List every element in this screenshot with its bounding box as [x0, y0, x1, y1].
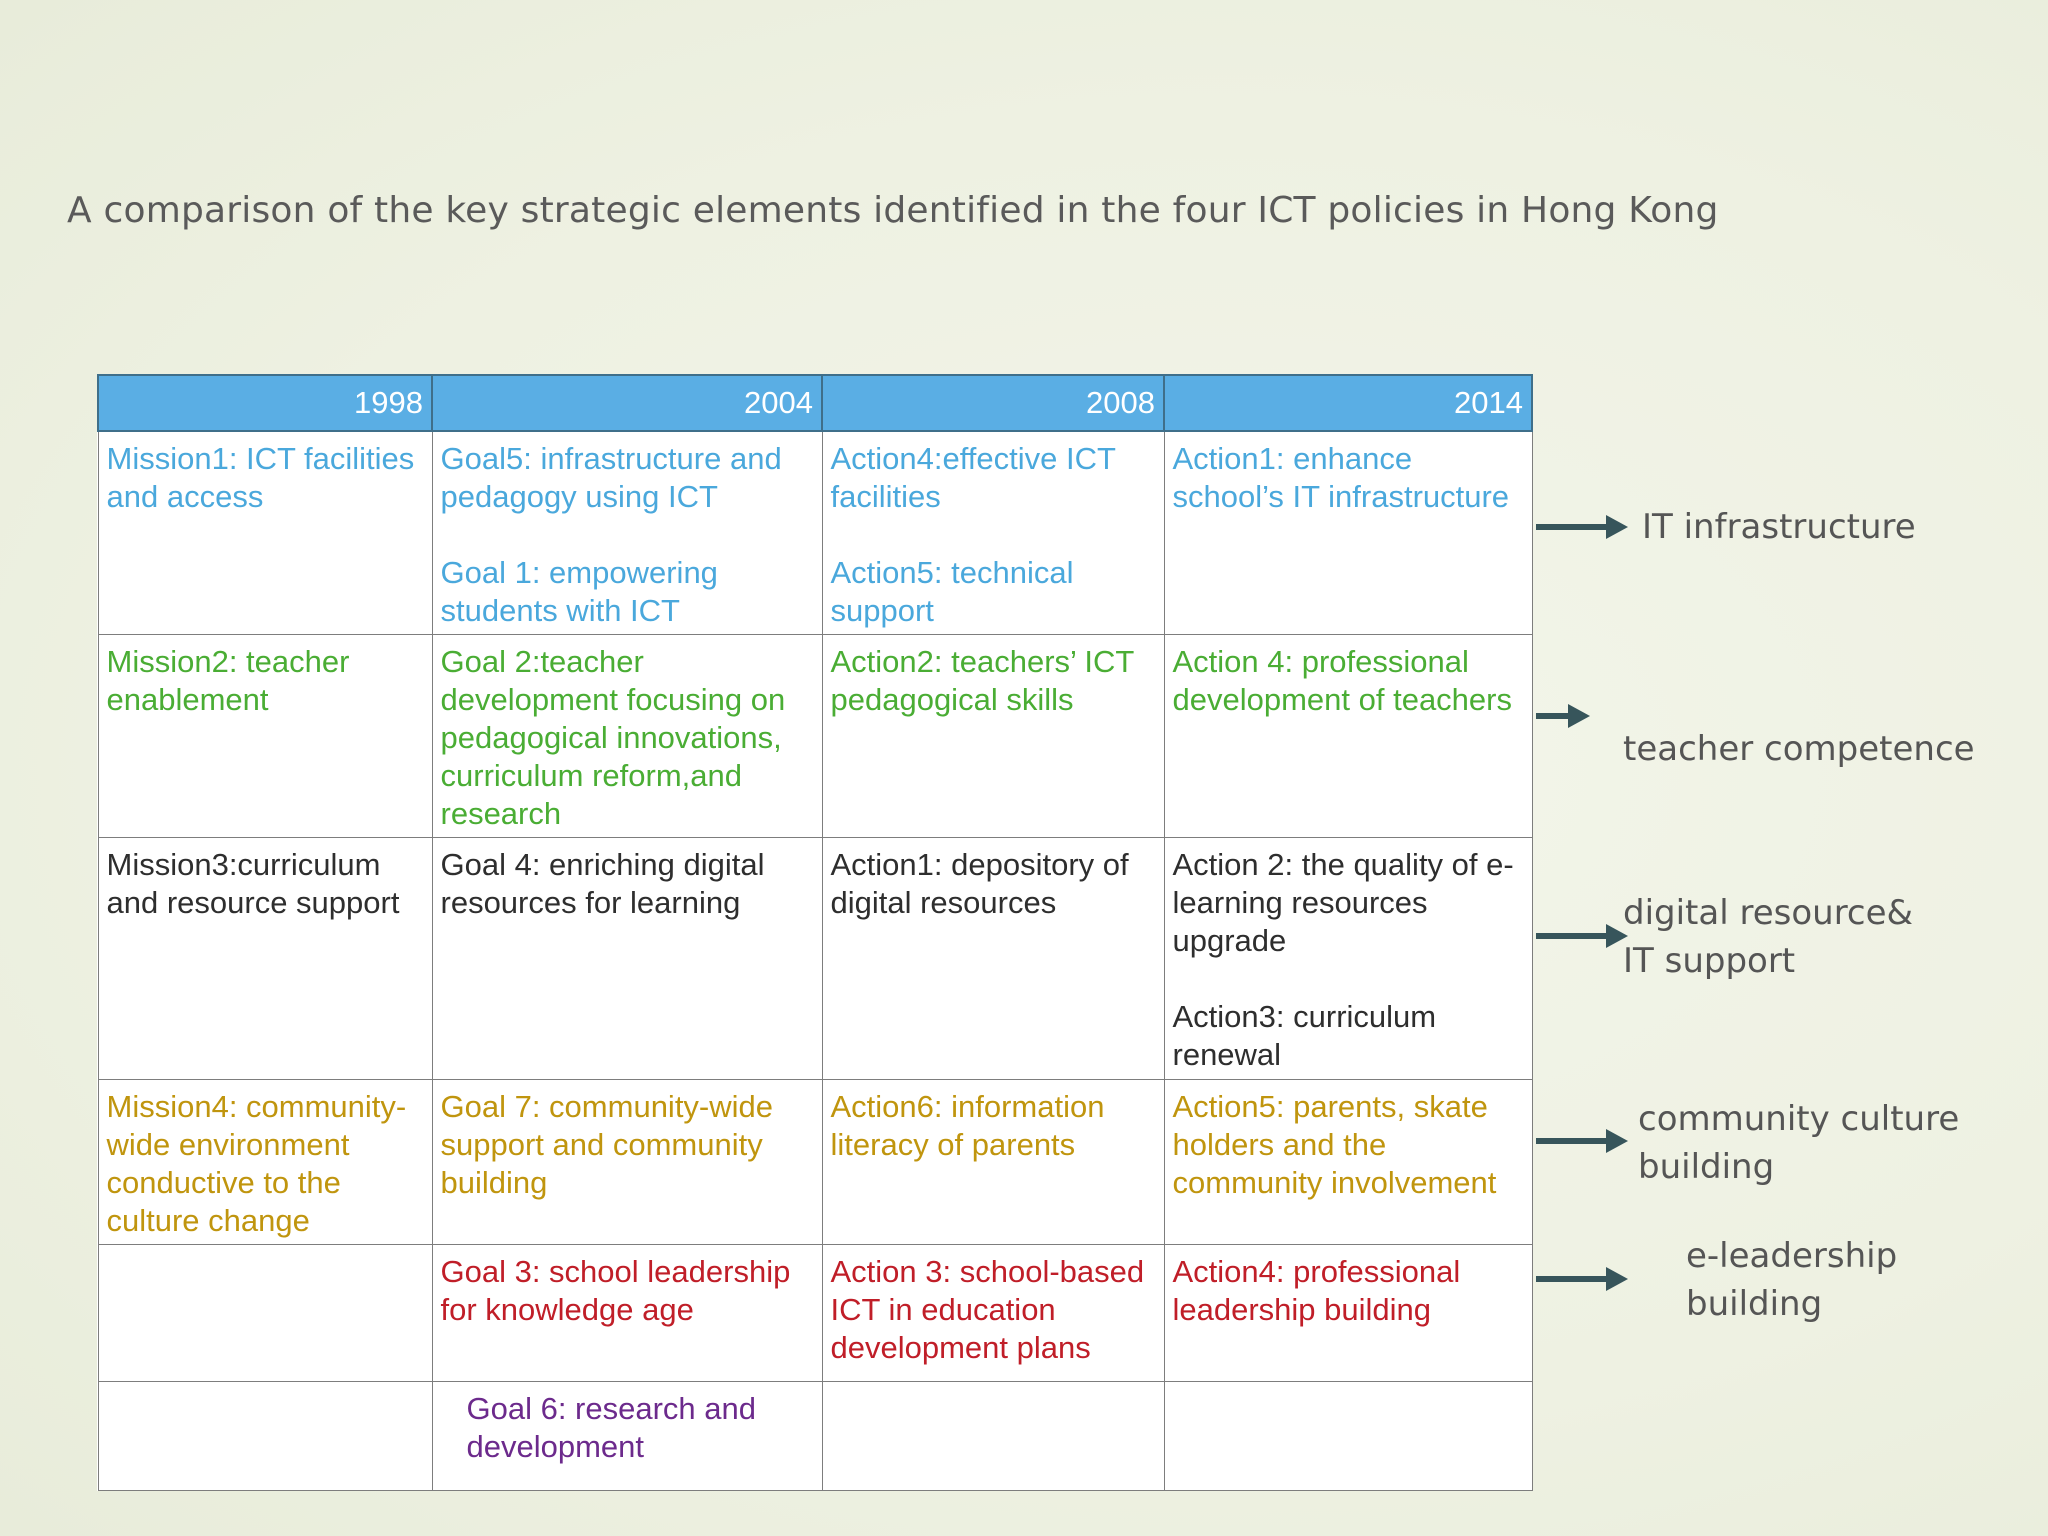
category-label-it-infrastructure: IT infrastructure	[1642, 507, 1916, 547]
column-header-2008: 2008	[822, 375, 1164, 431]
cell-action4-teachers: Action 4: professional development of teachers	[1164, 635, 1532, 838]
arrow-right-icon	[1536, 1270, 1628, 1288]
column-header-1998: 1998	[98, 375, 432, 431]
arrow-right-icon	[1536, 707, 1590, 725]
cell-action2-quality: Action 2: the quality of e-learning resources upgrade	[1172, 847, 1514, 958]
cell-action4-action5	[822, 431, 1164, 635]
cell-action5-support: Action5: technical support	[830, 555, 1074, 628]
cell-mission3: Mission3:curriculum and resource support	[98, 838, 432, 1080]
arrow-right-icon	[1536, 518, 1628, 536]
policy-comparison-table	[97, 374, 1533, 1491]
category-label-community-culture: community culture building	[1638, 1099, 1960, 1187]
cell-empty-2014-research	[1164, 1382, 1532, 1491]
cell-empty-2008-research	[822, 1382, 1164, 1491]
cell-goal7: Goal 7: community-wide support and community building	[432, 1080, 822, 1245]
cell-action4-leadership: Action4: professional leadership building	[1164, 1245, 1532, 1382]
column-header-2014: 2014	[1164, 375, 1532, 431]
cell-mission1: Mission1: ICT facilities and access	[98, 431, 432, 635]
cell-action3-plans: Action 3: school-based ICT in education development plans	[822, 1245, 1164, 1382]
cell-action1-depository: Action1: depository of digital resources	[822, 838, 1164, 1080]
cell-action6: Action6: information literacy of parents	[822, 1080, 1164, 1245]
category-label-e-leadership: e-leadership building	[1686, 1236, 1898, 1324]
table-row-research	[98, 1382, 1532, 1491]
slide-title: A comparison of the key strategic elements identified in the four ICT policies in Hong Kong	[67, 190, 1719, 231]
table-row-infrastructure	[98, 431, 1532, 635]
arrow-right-icon	[1536, 927, 1628, 945]
cell-goal3: Goal 3: school leadership for knowledge age	[432, 1245, 822, 1382]
cell-action2-action3	[1164, 838, 1532, 1080]
table-row-leadership	[98, 1245, 1532, 1382]
cell-goal5: Goal5: infrastructure and pedagogy using ICT	[440, 441, 782, 514]
table-row-teacher	[98, 635, 1532, 838]
column-header-2004: 2004	[432, 375, 822, 431]
arrow-right-icon	[1536, 1132, 1628, 1150]
cell-empty-1998-research	[98, 1382, 432, 1491]
cell-action2-skills: Action2: teachers’ ICT pedagogical skills	[822, 635, 1164, 838]
cell-mission2: Mission2: teacher enablement	[98, 635, 432, 838]
cell-mission4: Mission4: community-wide environment conductive to the culture change	[98, 1080, 432, 1245]
cell-goal2: Goal 2:teacher development focusing on pedagogical innovations, curriculum reform,and research	[432, 635, 822, 838]
cell-empty-1998-leadership	[98, 1245, 432, 1382]
cell-goal1: Goal 1: empowering students with ICT	[440, 555, 718, 628]
cell-action4-facilities: Action4:effective ICT facilities	[830, 441, 1116, 514]
table-row-digital-resources	[98, 838, 1532, 1080]
cell-goal5-goal1	[432, 431, 822, 635]
category-label-teacher-competence: teacher competence	[1623, 729, 1975, 769]
cell-goal4: Goal 4: enriching digital resources for learning	[432, 838, 822, 1080]
cell-goal6: Goal 6: research and development	[432, 1382, 822, 1491]
table-row-community	[98, 1080, 1532, 1245]
cell-action3-renewal: Action3: curriculum renewal	[1172, 999, 1437, 1072]
header-row	[98, 375, 1532, 431]
cell-action1-infrastructure: Action1: enhance school’s IT infrastructure	[1164, 431, 1532, 635]
cell-action5-parents: Action5: parents, skate holders and the community involvement	[1164, 1080, 1532, 1245]
category-label-digital-resource: digital resource& IT support	[1623, 893, 1914, 981]
